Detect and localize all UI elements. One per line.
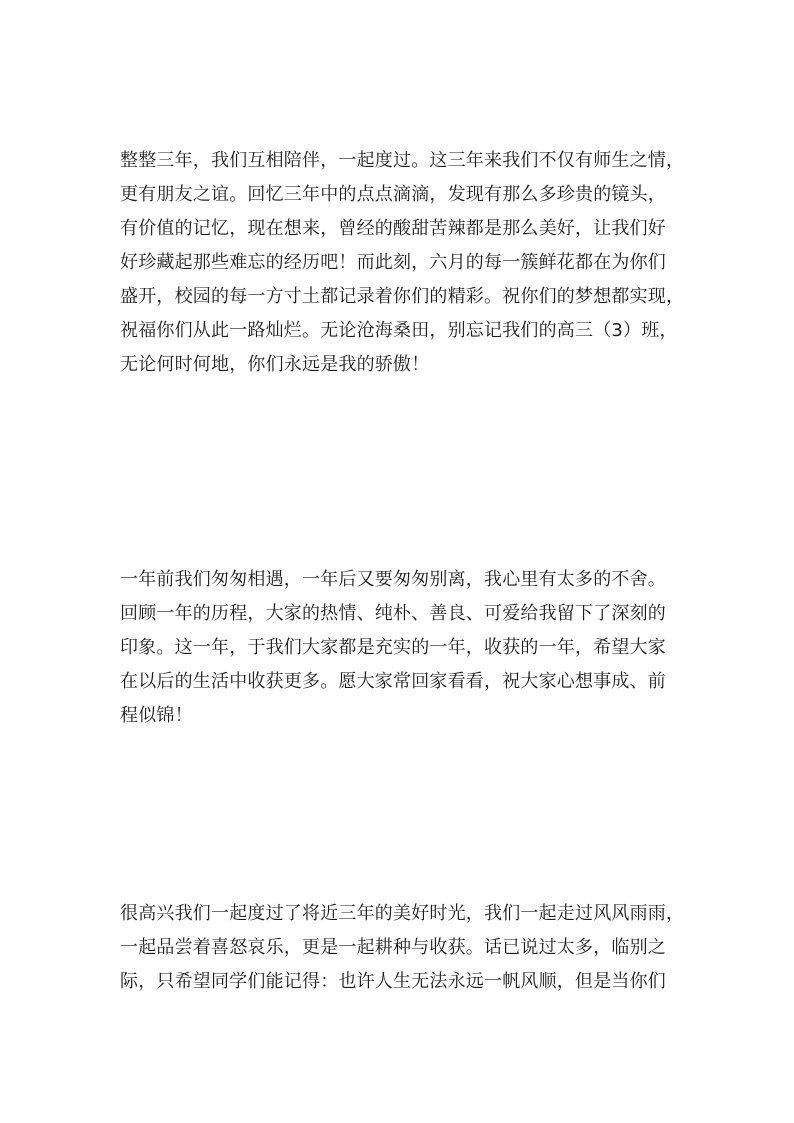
text-line: 盛开，校园的每一方寸土都记录着你们的精彩。祝你们的梦想都实现，	[120, 286, 685, 307]
text-line: 回顾一年的历程，大家的热情、纯朴、善良、可爱给我留下了深刻的	[120, 603, 666, 624]
text-line: 一起品尝着喜怒哀乐，更是一起耕种与收获。话已说过太多，临别之	[120, 937, 666, 958]
text-line: 整整三年，我们互相陪伴，一起度过。这三年来我们不仅有师生之情，	[120, 150, 685, 171]
text-line: 有价值的记忆，现在想来，曾经的酸甜苦辣都是那么美好，让我们好	[120, 218, 666, 239]
text-line: 程似锦！	[120, 705, 193, 726]
text-line: 一年前我们匆匆相遇，一年后又要匆匆别离，我心里有太多的不舍。	[120, 569, 666, 590]
paragraph-1	[120, 144, 695, 382]
text-line: 在以后的生活中收获更多。愿大家常回家看看，祝大家心想事成、前	[120, 671, 666, 692]
text-line: 祝福你们从此一路灿烂。无论沧海桑田，别忘记我们的高三（3）班，	[120, 320, 678, 341]
paragraph-3	[120, 897, 695, 999]
text-line: 更有朋友之谊。回忆三年中的点点滴滴，发现有那么多珍贵的镜头，	[120, 184, 666, 205]
paragraph-2	[120, 563, 695, 733]
text-line: 无论何时何地，你们永远是我的骄傲！	[120, 354, 430, 375]
text-line: 很高兴我们一起度过了将近三年的美好时光，我们一起走过风风雨雨，	[120, 903, 685, 924]
text-line: 好珍藏起那些难忘的经历吧！而此刻，六月的每一簇鲜花都在为你们	[120, 252, 666, 273]
text-line: 际，只希望同学们能记得：也许人生无法永远一帆风顺，但是当你们	[120, 971, 666, 992]
text-line: 印象。这一年，于我们大家都是充实的一年，收获的一年，希望大家	[120, 637, 666, 658]
